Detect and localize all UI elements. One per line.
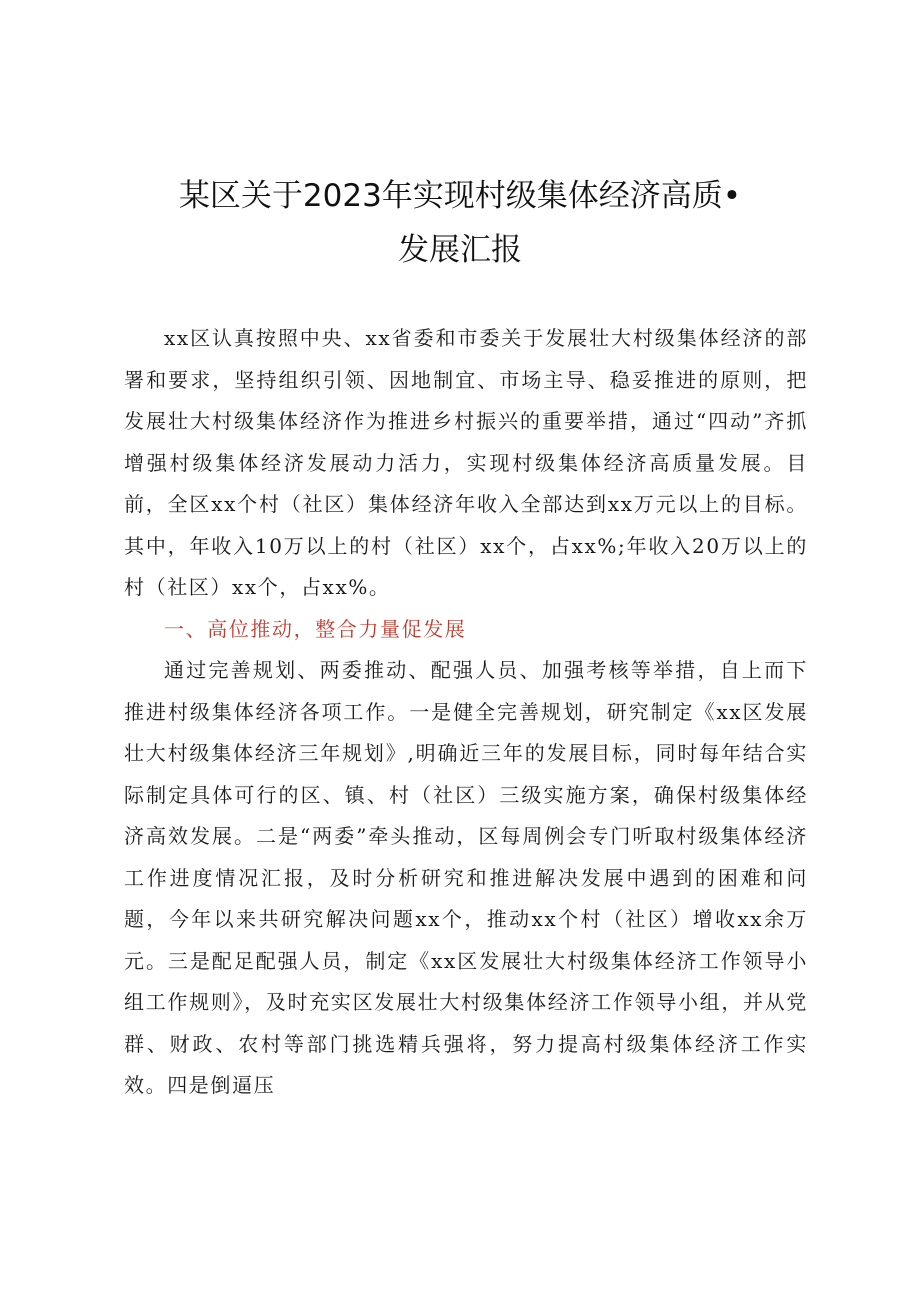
document-title-line-2: 发展汇报 <box>398 232 522 268</box>
section-1-heading: 一、高位推动，整合力量促发展 <box>164 616 467 641</box>
document-body <box>124 318 808 1107</box>
intro-paragraph: xx区认真按照中央、xx省委和市委关于发展壮大村级集体经济的部署和要求，坚持组织引领、因地制宜、市场主导、稳妥推进的原则，把发展壮大村级集体经济作为推进乡村振兴的重要举措，通过“四动”齐抓增强村级集体经济发展动力活力，实现村级集体经济高质量发展。目前，全区xx个村（社区）集体经济年收入全部达到xx万元以上的目标。其中，年收入10万以上的村（社区）xx个，占xx%;年收入20万以上的村（社区）xx个，占xx%。 <box>124 326 808 599</box>
section-1-paragraph: 通过完善规划、两委推动、配强人员、加强考核等举措，自上而下推进村级集体经济各项工作。一是健全完善规划，研究制定《xx区发展壮大村级集体经济三年规划》,明确近三年的发展目标，同时每年结合实际制定具体可行的区、镇、村（社区）三级实施方案，确保村级集体经济高效发展。二是“两委”牵头推动，区每周例会专门听取村级集体经济工作进度情况汇报，及时分析研究和推进解决发展中遇到的困难和问题，今年以来共研究解决问题xx个，推动xx个村（社区）增收xx余万元。三是配足配强人员，制定《xx区发展壮大村级集体经济工作领导小组工作规则》，及时充实区发展壮大村级集体经济工作领导小组，并从党群、财政、农村等部门挑选精兵强将，努力提高村级集体经济工作实效。四是倒逼压 <box>124 658 808 1097</box>
document-title-line-1: 某区关于2023年实现村级集体经济高质• <box>178 178 742 214</box>
